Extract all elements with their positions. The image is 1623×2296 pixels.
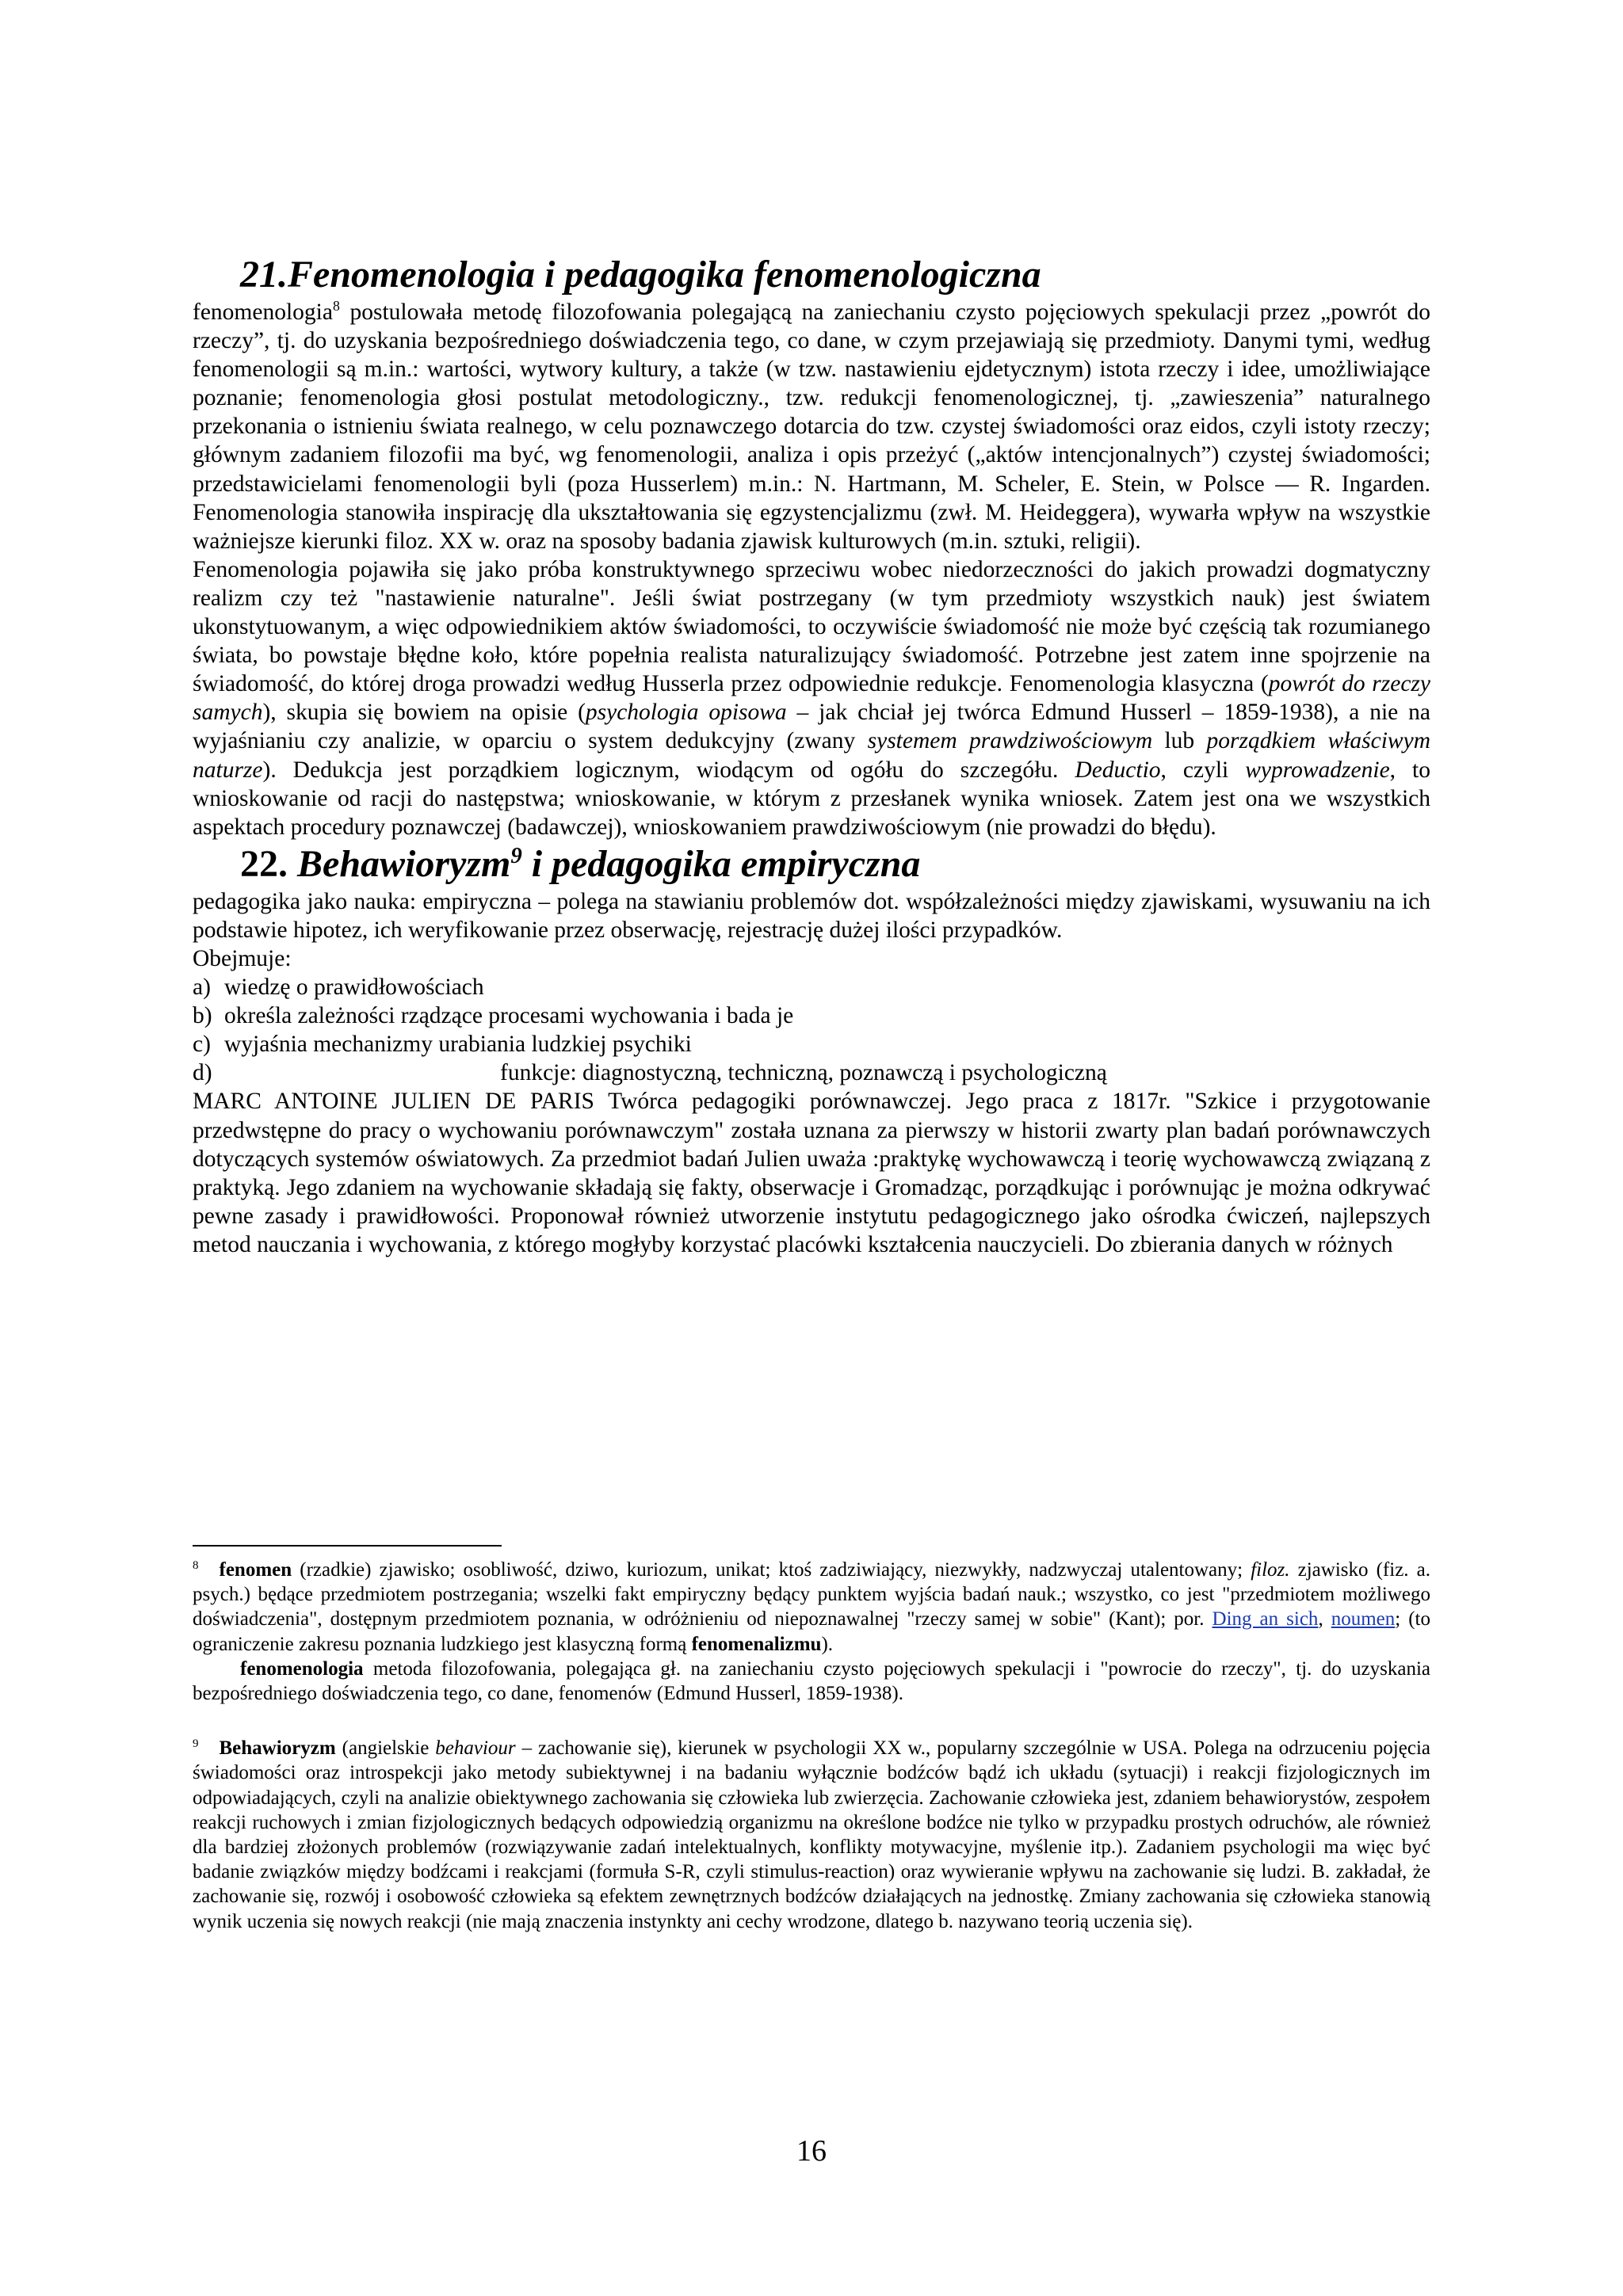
scope-list: [193, 973, 1430, 1087]
list-text: funkcje: diagnostyczną, techniczną, poznawczą i psychologiczną: [500, 1060, 1107, 1086]
text: ,: [1318, 1608, 1331, 1630]
italic-text: porządkiem właściwym naturze: [193, 728, 1430, 783]
bold-term: fenomenalizmu: [691, 1633, 822, 1655]
section-number: 22.: [240, 842, 288, 885]
paragraph-fenomenologia-2: [193, 555, 1430, 841]
page-number: 16: [796, 2134, 827, 2168]
list-marker: b): [193, 1003, 212, 1029]
footnote-8-definition: [193, 1657, 1430, 1706]
italic-text: Deductio: [1075, 757, 1161, 783]
italic-text: behaviour: [435, 1737, 516, 1760]
list-marker: a): [193, 974, 211, 1001]
text: ). Dedukcja jest porządkiem logicznym, wiodącym od ogółu do szczegółu.: [262, 757, 1075, 783]
text: Fenomenologia pojawiła się jako próba konstruktywnego sprzeciwu wobec niedorzeczności do jakich prowadzi dogmatyczny realizm czy też "nastawienie naturalne". Jeśli świat postrzegany (w tym przedmioty wszystkich nauk) jest światem ukonstytuowanym, a więc odpowiednikiem aktów świadomości, to oczywiście świadomość nie może być częścią tak rozumianego świata, bo powstaje błędne koło, które popełnia realista naturalizujący świadomość. Potrzebne jest zatem inne spojrzenie na świadomość, do której droga prowadzi według Husserla przez odpowiednie redukcje. Fenomenologia klasyczna (: [193, 556, 1430, 697]
section-title: Behawioryzm: [297, 842, 511, 885]
paragraph-text: postulowała metodę filozofowania polegającą na zaniechaniu czysto pojęciowych spekulacji przez „powrót do rzeczy”, tj. do uzyskania bezpośredniego doświadczenia tego, co dane, w czym przejawiają się przedmioty. Danymi tymi, według fenomenologii są m.in.: wartości, wytwory kultury, a także (w tzw. nastawieniu ejdetycznym) istota rzeczy i idee, umożliwiające poznanie; fenomenologia głosi postulat metodologiczny., tzw. redukcji fenomenologicznej, tj. „zawieszenia” naturalnego przekonania o istnieniu świata realnego, w celu poznawczego dotarcia do tzw. czystej świadomości oraz eidos, czyli istoty rzeczy; głównym zadaniem filozofii ma być, wg fenomenologii, analiza i opis przeżyć („aktów intencjonalnych”) czystej świadomości; przedstawicielami fenomenologii byli (poza Husserlem) m.in.: N. Hartmann, M. Scheler, E. Stein, w Polsce — R. Ingarden. Fenomenologia stanowiła inspirację dla ukształtowania się egzystencjalizmu (zwł. M. Heideggera), wywarła wpływ na wszystkie ważniejsze kierunki filoz. XX w. oraz na sposoby badania zjawisk kulturowych (m.in. sztuki, religii).: [193, 299, 1430, 554]
section-22-heading: [193, 841, 1430, 887]
text: zjawisko (fiz. a. psych.) będące przedmiotem postrzegania; wszelki fakt empiryczny będący punktem wyjścia badań nauk.; wszystko, co jest "przedmiotem możliwego doświadczenia", dostępnym przedmiotem poznania, w odróżnieniu od niepoznawalnej "rzeczy samej w sobie" (Kant); por.: [193, 1559, 1431, 1630]
text: ).: [821, 1633, 834, 1655]
section-title: Fenomenologia i pedagogika fenomenologiczna: [288, 254, 1041, 296]
italic-text: powrót do rzeczy samych: [193, 671, 1430, 726]
main-text: [193, 252, 1430, 1259]
text: (rzadkie) zjawisko; osobliwość, dziwo, kuriozum, unikat; ktoś zadziwiający, niezwykły, nadzwyczaj utalentowany;: [292, 1559, 1251, 1581]
footnote-9: [193, 1736, 1430, 1934]
section-21-heading: [193, 252, 1430, 298]
list-text: wyjaśnia mechanizmy urabiania ludzkiej psychiki: [224, 1032, 692, 1058]
italic-text: wyprowadzenie: [1245, 757, 1390, 783]
italic-text: systemem prawdziwościowym: [867, 728, 1153, 754]
list-item: [193, 1058, 1430, 1087]
list-text: określa zależności rządzące procesami wychowania i bada je: [224, 1003, 794, 1029]
text: ; (to ograniczenie zakresu poznania ludzkiego jest klasyczną formą: [193, 1608, 1431, 1655]
footnotes: [193, 1545, 1430, 1934]
paragraph-fenomenologia: [193, 298, 1430, 555]
list-item: [193, 1001, 1430, 1030]
italic-text: filoz.: [1251, 1559, 1290, 1581]
bold-term: fenomenologia: [240, 1657, 364, 1680]
footnote-number: 8: [193, 1558, 199, 1572]
list-marker: c): [193, 1032, 211, 1058]
section-number: 21.: [240, 254, 288, 296]
list-intro: Obejmuje:: [193, 945, 292, 971]
text: – jak chciał jej twórca Edmund Husserl – 1859-1938), a nie na wyjaśnianiu czy analizie, w oparciu o system dedukcyjny (zwany: [193, 700, 1430, 754]
list-item: [193, 1030, 1430, 1058]
term: fenomenologia: [193, 299, 333, 325]
paragraph-pedagogika: pedagogika jako nauka: empiryczna – polega na stawianiu problemów dot. współzależności między zjawiskami, wysuwaniu na ich podstawie hipotez, ich weryfikowanie przez obserwację, rejestrację dużej ilości przypadków.: [193, 888, 1430, 943]
text: – zachowanie się), kierunek w psychologii XX w., popularny szczególnie w USA. Polega na odrzuceniu pojęcia świadomości oraz introspekcji jako metody subiektywnej i na badaniu wyłącznie bodźców bądź ich układu (sytuacji) i reakcji fizjologicznych im odpowiadających, czyli na analizie obiektywnego zachowania się człowieka lub zwierzęcia. Zachowanie człowieka jest, zdaniem behawiorystów, zespołem reakcji ruchowych i zmian fizjologicznych bedących odpowiedzią organizmu na określone bodźce nie tylko w przypadku prostych odruchów, ale również dla bardziej złożonych problemów (rozwiązywanie zadań intelektualnych, konflikty motywacyjne, myślenie itp.). Zadaniem psychologii ma więc być badanie związków między bodźcami i reakcjami (formuła S-R, czyli stimulus-reaction) oraz wywieranie wpływu na zachowanie się ludzi. B. zakładał, że zachowanie się, rozwój i osobowość człowieka są efektem zewnętrznych bodźców działających na jednostkę. Zmiany zachowania się człowieka stanowią wynik uczenia się nowych reakcji (nie mają znaczenia instynkty ani cechy wrodzone, dlatego b. nazywano teorią uczenia się).: [193, 1737, 1430, 1932]
text: , to wnioskowanie od racji do następstwa; wnioskowanie, w którym z przesłanek wynika wniosek. Zatem jest ona we wszystkich aspektach procedury poznawczej (badawczej), wnioskowaniem prawdziwościowym (nie prowadzi do błędu).: [193, 757, 1430, 840]
bold-term: fenomen: [219, 1559, 292, 1581]
list-item: [193, 973, 1430, 1001]
paragraph-julien: MARC ANTOINE JULIEN DE PARIS Twórca pedagogiki porównawczej. Jego praca z 1817r. "Szkice i przygotowanie przedwstępne do pracy o wychowaniu porównawczym" została uznana za pierwszy w historii zwarty plan badań porównawczych dotyczących systemów oświatowych. Za przedmiot badań Julien uważa :praktykę wychowawczą i teorię wychowawczą związaną z praktyką. Jego zdaniem na wychowanie składają się fakty, obserwacje i Gromadząc, porządkując i porównując je można odkrywać pewne zasady i prawidłowości. Proponował również utworzenie instytutu pedagogicznego jako ośrodka ćwiczeń, najlepszych metod nauczania i wychowania, z którego mogłyby korzystać placówki kształcenia nauczycieli. Do zbierania danych w różnych: [193, 1089, 1430, 1257]
list-marker: d): [193, 1060, 212, 1086]
ding-an-sich-link[interactable]: Ding an sich: [1212, 1608, 1319, 1630]
footnote-separator: [193, 1545, 502, 1547]
section-title-rest: i pedagogika empiryczna: [521, 842, 921, 885]
footnote-ref-9[interactable]: 9: [510, 842, 522, 868]
text: metoda filozofowania, polegająca gł. na zaniechaniu czysto pojęciowych spekulacji i "powrocie do rzeczy", tj. do uzyskania bezpośredniego doświadczenia tego, co dane, fenomenów (Edmund Husserl, 1859-1938).: [193, 1657, 1430, 1705]
footnote-number: 9: [193, 1737, 199, 1750]
text: , czyli: [1160, 757, 1246, 783]
text: (angielskie: [335, 1737, 436, 1760]
italic-text: psychologia opisowa: [585, 700, 787, 726]
list-text: wiedzę o prawidłowościach: [224, 974, 484, 1001]
footnote-ref-8[interactable]: 8: [332, 298, 340, 315]
text: lub: [1152, 728, 1207, 754]
noumen-link[interactable]: noumen: [1331, 1608, 1396, 1630]
text: ), skupia się bowiem na opisie (: [262, 700, 586, 726]
bold-term: Behawioryzm: [219, 1737, 336, 1760]
footnote-8: [193, 1558, 1430, 1657]
